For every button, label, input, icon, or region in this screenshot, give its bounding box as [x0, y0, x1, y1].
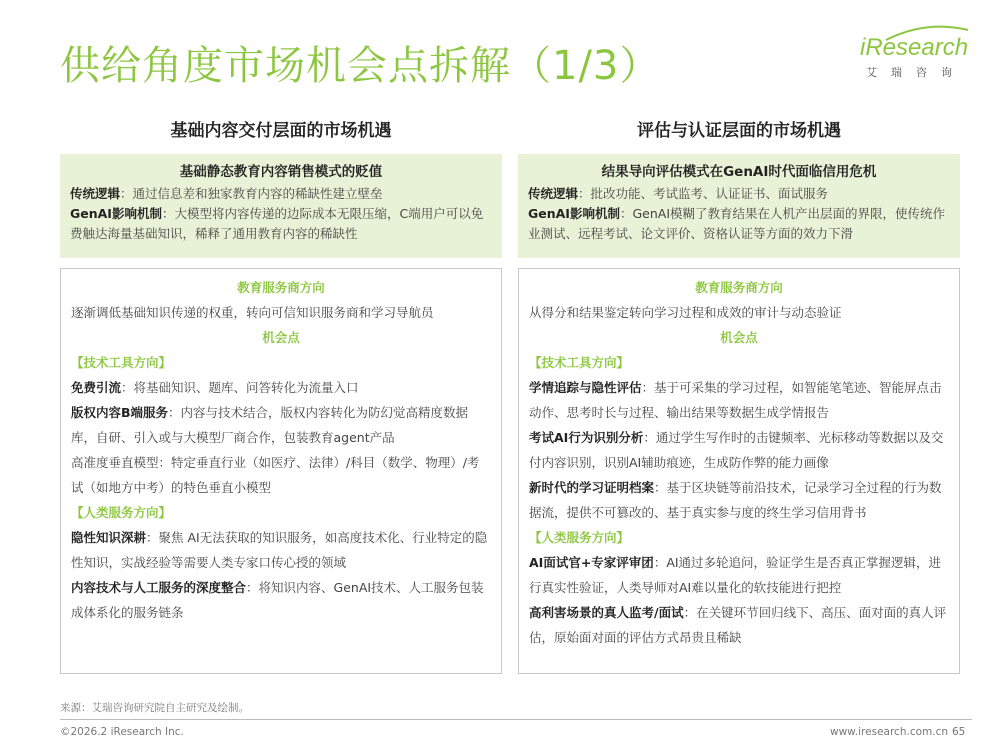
page-title: 供给角度市场机会点拆解（1/3）	[60, 43, 661, 89]
right-item-4: AI面试官+专家评审团：AI通过多轮追问，验证学生是否真正掌握逻辑，进行真实性验证，人类导师对AI难以量化的软技能进行把控	[529, 555, 942, 595]
right-heading: 评估与认证层面的市场机遇	[637, 121, 841, 141]
right-human-bracket: 【人类服务方向】	[529, 530, 630, 545]
right-opportunity-title: 机会点	[720, 330, 758, 345]
left-summary-line2: GenAI影响机制：大模型将内容传递的边际成本无限压缩，C端用户可以免费触达海量基础知识，稀释了通用教育内容的稀缺性	[70, 206, 484, 241]
right-column	[518, 118, 960, 674]
left-item-2: 版权内容B端服务：内容与技术结合，版权内容转化为防幻觉高精度数据库，自研、引入或与大模型厂商合作，包装教育agent产品	[71, 405, 469, 445]
iresearch-logo	[860, 34, 970, 80]
right-item-1: 学情追踪与隐性评估：基于可采集的学习过程，如智能笔笔迹、智能屏点击动作、思考时长与过程、输出结果等数据生成学情报告	[529, 380, 942, 420]
right-detail-panel	[518, 268, 960, 674]
left-heading: 基础内容交付层面的市场机遇	[170, 121, 392, 141]
right-summary-line1: 传统逻辑：批改功能、考试监考、认证证书、面试服务	[528, 186, 829, 201]
left-item-1: 免费引流：将基础知识、题库、问答转化为流量入口	[71, 380, 359, 395]
right-item-5: 高利害场景的真人监考/面试：在关键环节回归线下、高压、面对面的真人评估，原始面对面的评估方式昂贵且稀缺	[529, 605, 947, 645]
left-detail-panel	[60, 268, 502, 674]
left-summary-title: 基础静态教育内容销售模式的贬值	[179, 164, 383, 180]
right-tech-bracket: 【技术工具方向】	[529, 355, 630, 370]
right-item-2: 考试AI行为识别分析：通过学生写作时的击键频率、光标移动等数据以及交付内容识别，识别AI辅助痕迹，生成防作弊的能力画像	[529, 430, 944, 470]
right-summary-line2: GenAI影响机制：GenAI模糊了教育结果在人机产出层面的界限，使传统作业测试、远程考试、论文评价、资格认证等方面的效力下滑	[528, 206, 946, 241]
right-direction-text: 从得分和结果鉴定转向学习过程和成效的审计与动态验证	[529, 305, 842, 320]
copyright: ©2026.2 iResearch Inc.	[60, 726, 184, 738]
left-direction-title: 教育服务商方向	[237, 280, 325, 295]
left-summary-line1: 传统逻辑：通过信息差和独家教育内容的稀缺性建立壁垒	[70, 186, 383, 201]
left-item-4: 隐性知识深耕：聚焦 AI无法获取的知识服务，如高度技术化、行业特定的隐性知识，实战经验等需要人类专家口传心授的领域	[71, 530, 488, 570]
source-note: 来源：艾瑞咨询研究院自主研究及绘制。	[60, 702, 249, 714]
left-direction-text: 逐渐调低基础知识传递的权重，转向可信知识服务商和学习导航员	[71, 305, 434, 320]
left-column	[60, 118, 502, 674]
left-summary-panel	[60, 154, 502, 258]
right-item-3: 新时代的学习证明档案：基于区块链等前沿技术，记录学习全过程的行为数据流，提供不可篡改的、基于真实参与度的终生学习信用背书	[529, 480, 942, 520]
left-tech-bracket: 【技术工具方向】	[71, 355, 172, 370]
footer-divider	[60, 719, 972, 720]
website-link[interactable]: www.iresearch.com.cn	[830, 726, 949, 738]
right-direction-title: 教育服务商方向	[695, 280, 783, 295]
left-opportunity-title: 机会点	[262, 330, 300, 345]
left-human-bracket: 【人类服务方向】	[71, 505, 172, 520]
right-summary-panel	[518, 154, 960, 258]
logo-arc-icon	[856, 24, 976, 44]
page-number: 65	[952, 726, 966, 738]
left-item-3: 高准度垂直模型：特定垂直行业（如医疗、法律）/科目（数学、物理）/考试（如地方中考）的特色垂直小模型	[71, 455, 480, 495]
right-summary-title: 结果导向评估模式在GenAI时代面临信用危机	[601, 164, 877, 180]
logo-wordmark: iResearch	[860, 34, 969, 61]
left-item-5: 内容技术与人工服务的深度整合：将知识内容、GenAI技术、人工服务包装成体系化的服务链条	[71, 580, 484, 620]
logo-chinese: 艾瑞咨询	[866, 66, 966, 79]
